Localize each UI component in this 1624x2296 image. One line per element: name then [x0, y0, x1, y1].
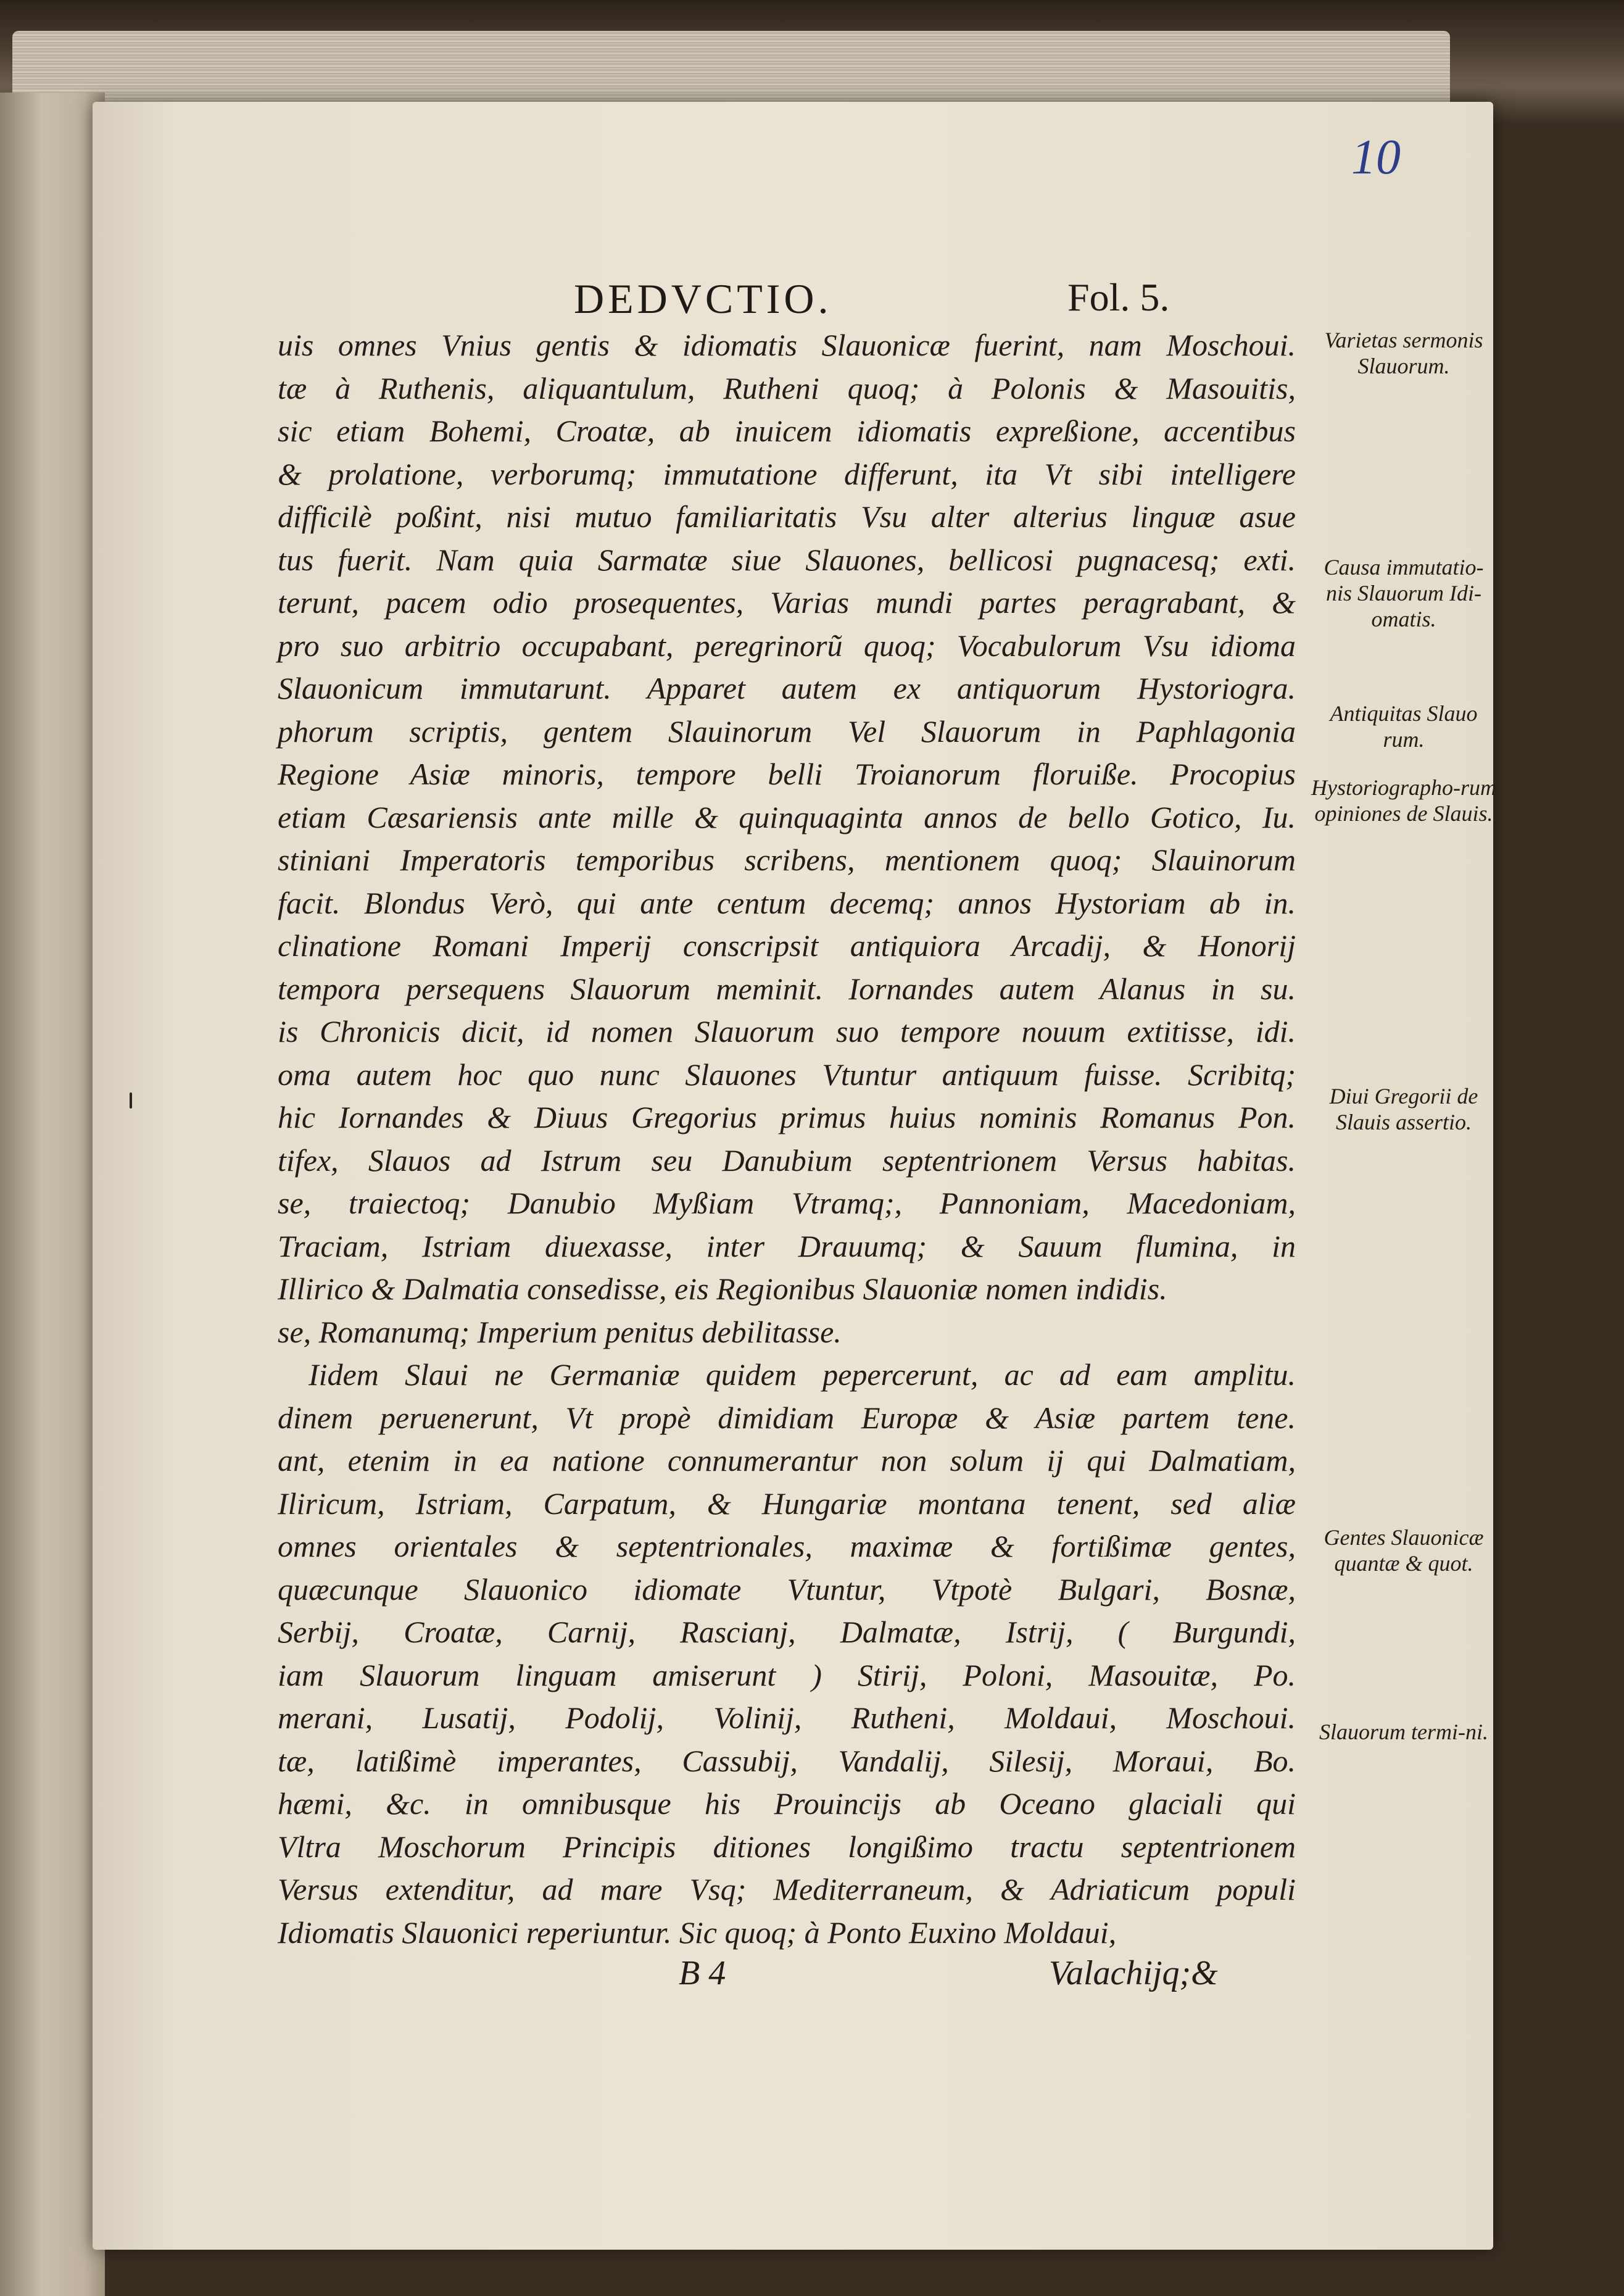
text-line: phorum scriptis, gentem Slauinorum Vel Slauorum in Paphlagonia [278, 713, 1296, 749]
ink-mark [130, 1092, 132, 1108]
text-line: tæ à Ruthenis, aliquantulum, Rutheni quoq; à Polonis & Masouitis, [278, 370, 1296, 406]
text-line: is Chronicis dicit, id nomen Slauorum suo tempore nouum extitisse, idi. [278, 1014, 1296, 1049]
text-line: tæ, latißimè imperantes, Cassubij, Vandalij, Silesij, Moraui, Bo. [278, 1743, 1296, 1778]
text-line: facit. Blondus Verò, qui ante centum decemq; annos Hystoriam ab in. [278, 885, 1296, 920]
text-line: & prolatione, verborumq; immutatione differunt, ita Vt sibi intelligere [278, 456, 1296, 491]
signature-mark: B 4 [679, 1954, 726, 1992]
text-line: dinem peruenerunt, Vt propè dimidiam Europæ & Asiæ partem tene. [278, 1400, 1296, 1435]
text-line: Versus extenditur, ad mare Vsq; Mediterraneum, & Adriaticum populi [278, 1872, 1296, 1907]
margin-note: Antiquitas Slauo rum. [1330, 701, 1478, 752]
text-line: clinatione Romani Imperij conscripsit antiquiora Arcadij, & Honorij [278, 928, 1296, 963]
text-line: Idiomatis Slauonici reperiuntur. Sic quoq; à Ponto Euxino Moldaui, [278, 1915, 1117, 1950]
text-line: Slauonicum immutarunt. Apparet autem ex antiquorum Hystoriogra. [278, 671, 1296, 705]
document-page [93, 102, 1497, 2250]
text-line: etiam Cæsariensis ante mille & quinquaginta annos de bello Gotico, Iu. [278, 799, 1296, 834]
text-line: oma autem hoc quo nunc Slauones Vtuntur antiquum fuisse. Scribitq; [278, 1057, 1296, 1092]
text-line: Serbij, Croatæ, Carnij, Rascianj, Dalmatæ, Istrij, ( Burgundi, [278, 1615, 1296, 1649]
text-line: Iidem Slaui ne Germaniæ quidem pepercerunt, ac ad eam amplitu. [309, 1357, 1296, 1392]
folio-number: 10 [1351, 130, 1401, 185]
text-line: hæmi, &c. in omnibusque his Prouincijs ab Oceano glaciali qui [278, 1786, 1296, 1821]
text-line: Traciam, Istriam diuexasse, inter Drauumq; & Sauum flumina, in [278, 1228, 1296, 1263]
text-line: se, Romanumq; Imperium penitus debilitasse. [278, 1314, 842, 1349]
text-line: ant, etenim in ea natione connumerantur non solum ij qui Dalmatiam, [278, 1443, 1296, 1478]
margin-note: Varietas sermonis Slauorum. [1324, 328, 1483, 378]
text-line: uis omnes Vnius gentis & idiomatis Slauonicæ fuerint, nam Moschoui. [278, 328, 1296, 362]
text-line: quæcunque Slauonico idiomate Vtuntur, Vtpotè Bulgari, Bosnæ, [278, 1571, 1296, 1607]
text-line: tifex, Slauos ad Istrum seu Danubium septentrionem Versus habitas. [278, 1142, 1296, 1178]
body-text [278, 324, 1296, 1954]
text-line: terunt, pacem odio prosequentes, Varias mundi partes peragrabant, & [278, 585, 1296, 620]
text-line: omnes orientales & septentrionales, maximæ & fortißimæ gentes, [278, 1529, 1296, 1563]
text-line: Iliricum, Istriam, Carpatum, & Hungariæ montana tenent, sed aliæ [278, 1486, 1296, 1521]
text-line: se, traiectoq; Danubio Myßiam Vtramq;, Pannoniam, Macedoniam, [278, 1186, 1296, 1220]
header-folio: Fol. 5. [1067, 275, 1170, 319]
text-line: tus fuerit. Nam quia Sarmatæ siue Slauones, bellicosi pugnacesq; exti. [278, 542, 1296, 577]
text-line: tempora persequens Slauorum meminit. Iornandes autem Alanus in su. [278, 971, 1296, 1006]
text-line: hic Iornandes & Diuus Gregorius primus huius nominis Romanus Pon. [278, 1100, 1296, 1134]
text-line: Illirico & Dalmatia consedisse, eis Regionibus Slauoniæ nomen indidis. [278, 1271, 1167, 1306]
margin-note: Gentes Slauonicæ quantæ & quot. [1324, 1525, 1484, 1576]
left-page-edge [0, 93, 105, 2296]
text-line: difficilè poßint, nisi mutuo familiaritatis Vsu alter alterius linguæ asue [278, 499, 1296, 534]
margin-note: Slauorum termi-ni. [1319, 1720, 1488, 1744]
text-line: sic etiam Bohemi, Croatæ, ab inuicem idiomatis expreßione, accentibus [278, 414, 1296, 448]
text-line: stiniani Imperatoris temporibus scribens, mentionem quoq; Slauinorum [278, 842, 1296, 877]
text-line: pro suo arbitrio occupabant, peregrinorũ quoq; Vocabulorum Vsu idioma [278, 628, 1296, 663]
margin-note: Hystoriographo-rum opiniones de Slauis. [1311, 775, 1497, 826]
text-line: merani, Lusatij, Podolij, Volinij, Rutheni, Moldaui, Moschoui. [278, 1700, 1296, 1735]
margin-note: Diui Gregorii de Slauis assertio. [1329, 1084, 1478, 1134]
text-line: Regione Asiæ minoris, tempore belli Troianorum floruiße. Procopius [278, 757, 1296, 791]
catchword: Valachijq;& [1049, 1954, 1218, 1992]
margin-note: Causa immutatio-nis Slauorum Idi-omatis. [1324, 555, 1484, 631]
header-title: DEDVCTIO. [574, 275, 832, 322]
text-line: iam Slauorum linguam amiserunt ) Stirij, Poloni, Masouitæ, Po. [278, 1657, 1296, 1692]
text-line: Vltra Moschorum Principis ditiones longißimo tractu septentrionem [278, 1829, 1296, 1864]
